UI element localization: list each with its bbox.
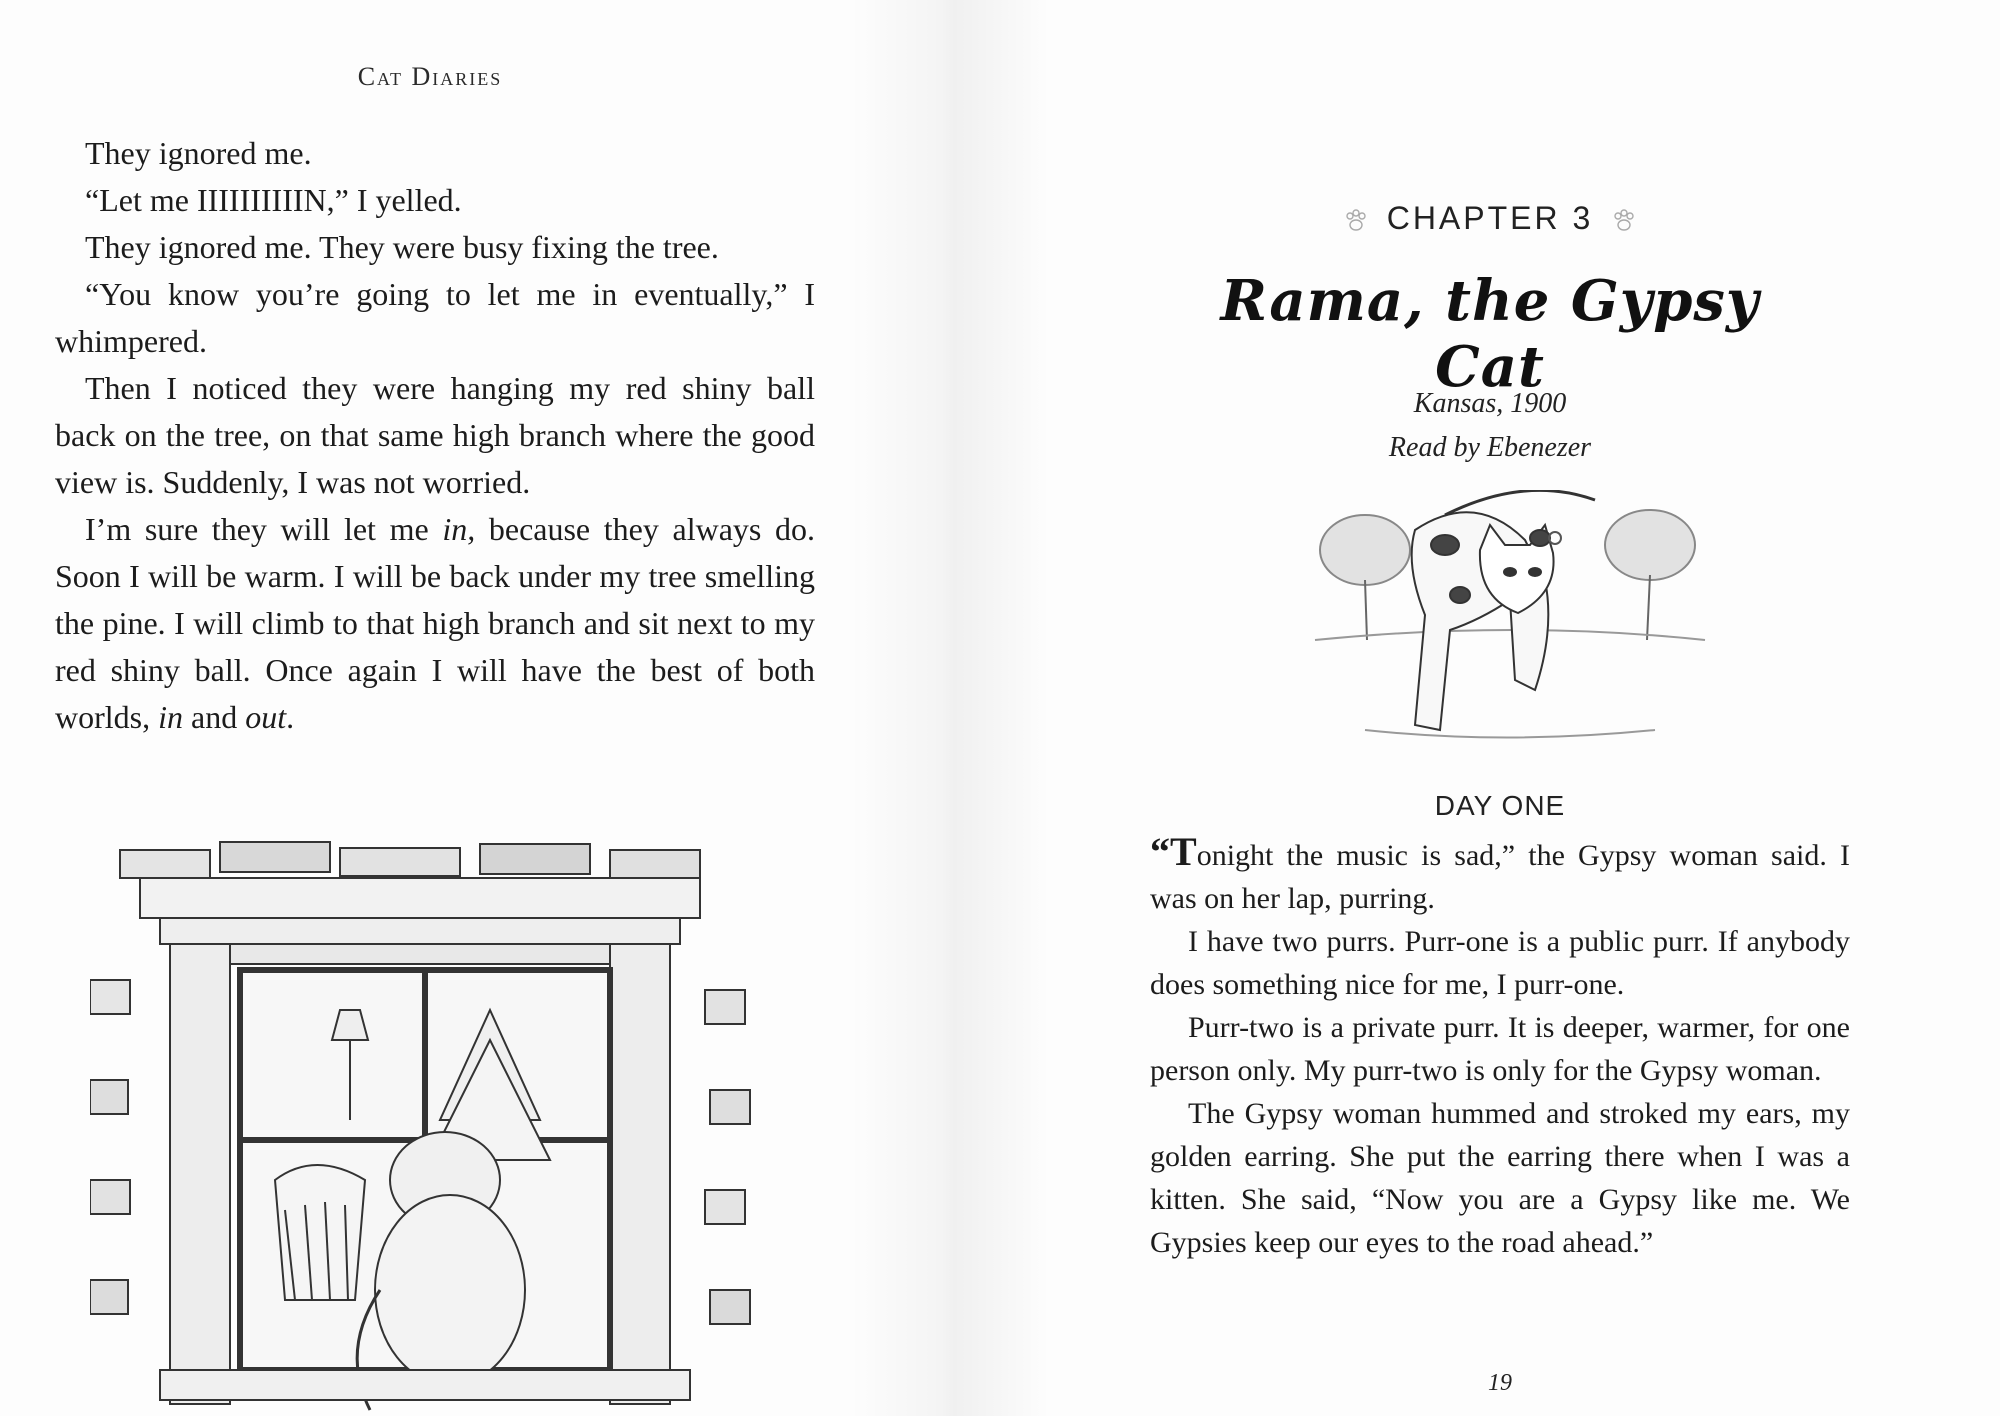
- running-head: Cat Diaries: [357, 62, 503, 91]
- paragraph: They ignored me. They were busy fixing the tree.: [85, 229, 719, 265]
- text-run: because they always do. Soon I will be warm. I will be back under my tree smelling the pine. I will climb to that high branch and sit next to my red shiny ball. Once again I will have the best of both worlds,: [55, 511, 816, 735]
- text-run: onight the music is sad,” the Gypsy woman said. I was on her lap, purring.: [1150, 839, 1850, 915]
- cat-in-window-illustration: [90, 820, 790, 1416]
- paw-print-icon: [1611, 208, 1637, 234]
- paragraph: Purr-two is a private purr. It is deeper, warmer, for one person only. My purr-two is only for the Gypsy woman.: [1150, 1011, 1850, 1087]
- paragraph: The Gypsy woman hummed and stroked my ears, my golden earring. She put the earring there when I was a kitten. She said, “Now you are a Gypsy like me. We Gypsies keep our eyes to the road ahead.”: [1150, 1097, 1850, 1259]
- walking-cat-illustration: [1305, 490, 1715, 750]
- chapter-title: Rama, the Gypsy Cat: [1220, 268, 1760, 400]
- drop-cap: “T: [1150, 829, 1197, 874]
- text-run: .: [286, 699, 295, 735]
- italic-run: in: [158, 699, 183, 735]
- chapter-number: CHAPTER 3: [1386, 200, 1594, 236]
- italic-run: in,: [442, 511, 476, 547]
- reader-credit: Read by Ebenezer: [1388, 432, 1592, 463]
- paw-print-icon: [1343, 208, 1369, 234]
- paragraph: “You know you’re going to let me in eventually,” I whimpered.: [55, 276, 815, 359]
- italic-run: out: [245, 699, 287, 735]
- paragraph: [1150, 830, 1850, 920]
- chapter-label: [1320, 200, 1660, 237]
- text-run: I’m sure they will let me: [85, 511, 443, 547]
- paragraph: Then I noticed they were hanging my red shiny ball back on the tree, on that same high branch where the good view is. Suddenly, I was not worried.: [55, 370, 815, 500]
- left-page-text: [55, 130, 815, 741]
- chapter-meta: [1300, 382, 1680, 470]
- place-date: Kansas, 1900: [1413, 388, 1567, 419]
- paragraph: [55, 506, 815, 741]
- section-heading: DAY ONE: [1434, 790, 1566, 821]
- page-number: 19: [1488, 1370, 1512, 1396]
- paragraph: They ignored me.: [85, 135, 312, 171]
- book-gutter: [850, 0, 1050, 1416]
- paragraph: “Let me IIIIIIIIIIN,” I yelled.: [85, 182, 462, 218]
- right-page-text: [1150, 830, 1850, 1264]
- text-run: and: [183, 699, 246, 735]
- paragraph: I have two purrs. Purr-one is a public purr. If anybody does something nice for me, I purr-one.: [1150, 925, 1850, 1001]
